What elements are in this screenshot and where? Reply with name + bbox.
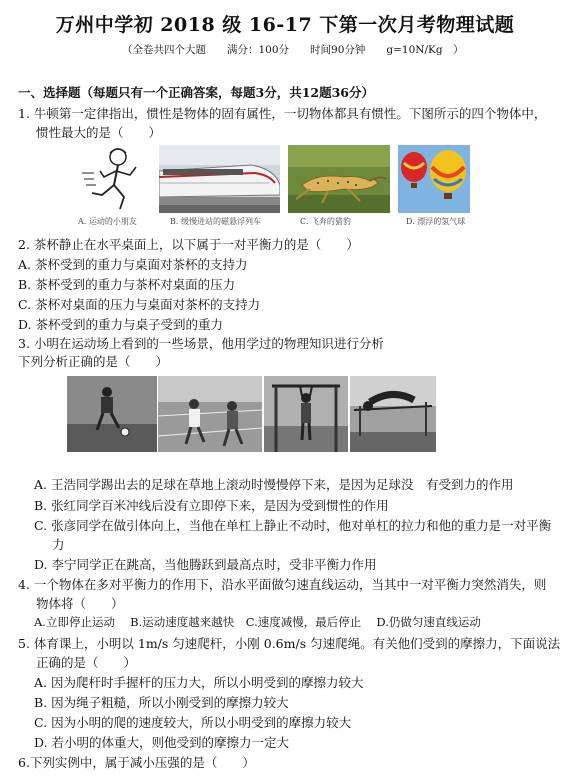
q1-stem-line2: 惯性最大的是（ ） bbox=[36, 125, 162, 140]
page-title: 万州中学初 2018 级 16-17 下第一次月考物理试题 bbox=[55, 14, 515, 36]
q3-option-c: C. 张彦同学在做引体向上，当他在单杠上静止不动时，他对单杠的拉力和他的重力是一对平衡 bbox=[34, 518, 552, 533]
q6-stem: 6.下列实例中，属于减小压强的是（ ） bbox=[18, 755, 255, 770]
q3-stem-line1: 3. 小明在运动场上看到的一些场景，他用学过的物理知识进行分析 bbox=[18, 336, 384, 351]
q4-stem-line1: 4. 一个物体在多对平衡力的作用下，沿水平面做匀速直线运动，当其中一对平衡力突然消失，则 bbox=[18, 577, 547, 592]
q5-option-d: D. 若小明的体重大，则他受到的摩擦力一定大 bbox=[34, 735, 290, 750]
q3-option-c-cont: 力 bbox=[52, 537, 65, 552]
q5-option-a: A. 因为爬杆时手握杆的压力大，所以小明受到的摩擦力较大 bbox=[34, 675, 364, 690]
q1-image-maglev-train bbox=[159, 145, 280, 213]
q5-stem-line2: 正确的是（ ） bbox=[36, 655, 137, 670]
q3-stem-line2: 下列分析正确的是（ ） bbox=[18, 354, 169, 369]
q1-image-cheetah bbox=[288, 145, 390, 213]
q3-option-b: B. 张红同学百米冲线后没有立即停下来，是因为受到惯性的作用 bbox=[34, 498, 389, 513]
q2-option-d: D. 茶杯受到的重力与桌子受到的重力 bbox=[18, 317, 224, 332]
exam-info: （全卷共四个大题 满分：100分 时间90分钟 g=10N/Kg ） bbox=[122, 44, 464, 56]
q2-stem: 2. 茶杯静止在水平桌面上，以下属于一对平衡力的是（ ） bbox=[18, 237, 359, 252]
q1-image-balloons bbox=[398, 145, 470, 213]
q5-option-b: B. 因为绳子粗糙，所以小刚受到的摩擦力较大 bbox=[34, 695, 289, 710]
q3-image-pull-up bbox=[264, 376, 348, 452]
q5-option-c: C. 因为小明的爬的速度较大，所以小明受到的摩擦力较大 bbox=[34, 715, 352, 730]
q3-image-sprint bbox=[158, 376, 262, 452]
q5-stem-line1: 5. 体育课上，小明以 1m/s 匀速爬杆，小刚 0.6m/s 匀速爬绳。有关他们受到的摩擦力，下面说法 bbox=[18, 636, 561, 651]
section-heading: 一、选择题（每题只有一个正确答案，每题3分，共12题36分） bbox=[18, 85, 374, 100]
q3-option-d: D. 李宁同学正在跳高，当他腾跃到最高点时，受非平衡力作用 bbox=[34, 557, 377, 572]
q1-caption-c: C. 飞奔的猎豹 bbox=[300, 217, 351, 226]
q3-image-football bbox=[67, 376, 157, 452]
q1-caption-a: A. 运动的小朋友 bbox=[78, 217, 137, 226]
q2-option-a: A. 茶杯受到的重力与桌面对茶杯的支持力 bbox=[18, 257, 248, 272]
q1-caption-d: D. 漂浮的氢气球 bbox=[406, 217, 466, 226]
q1-image-child-running bbox=[80, 145, 152, 213]
q4-stem-line2: 物体将（ ） bbox=[36, 596, 124, 611]
q2-option-b: B. 茶杯受到的重力与茶杯对桌面的压力 bbox=[18, 277, 236, 292]
q1-caption-b: B. 缓慢进站的磁悬浮列车 bbox=[170, 217, 261, 226]
q3-image-high-jump bbox=[350, 376, 436, 452]
q4-options: A.立即停止运动 B.运动速度越来越快 C.速度减慢，最后停止 D.仍做匀速直线运动 bbox=[34, 615, 481, 629]
q1-stem-line1: 1. 牛顿第一定律指出，惯性是物体的固有属性，一切物体都具有惯性。下图所示的四个物体中， bbox=[18, 106, 547, 121]
q3-option-a: A. 王浩同学踢出去的足球在草地上滚动时慢慢停下来，是因为足球没 有受到力的作用 bbox=[34, 477, 514, 492]
q2-option-c: C. 茶杯对桌面的压力与桌面对茶杯的支持力 bbox=[18, 297, 261, 312]
